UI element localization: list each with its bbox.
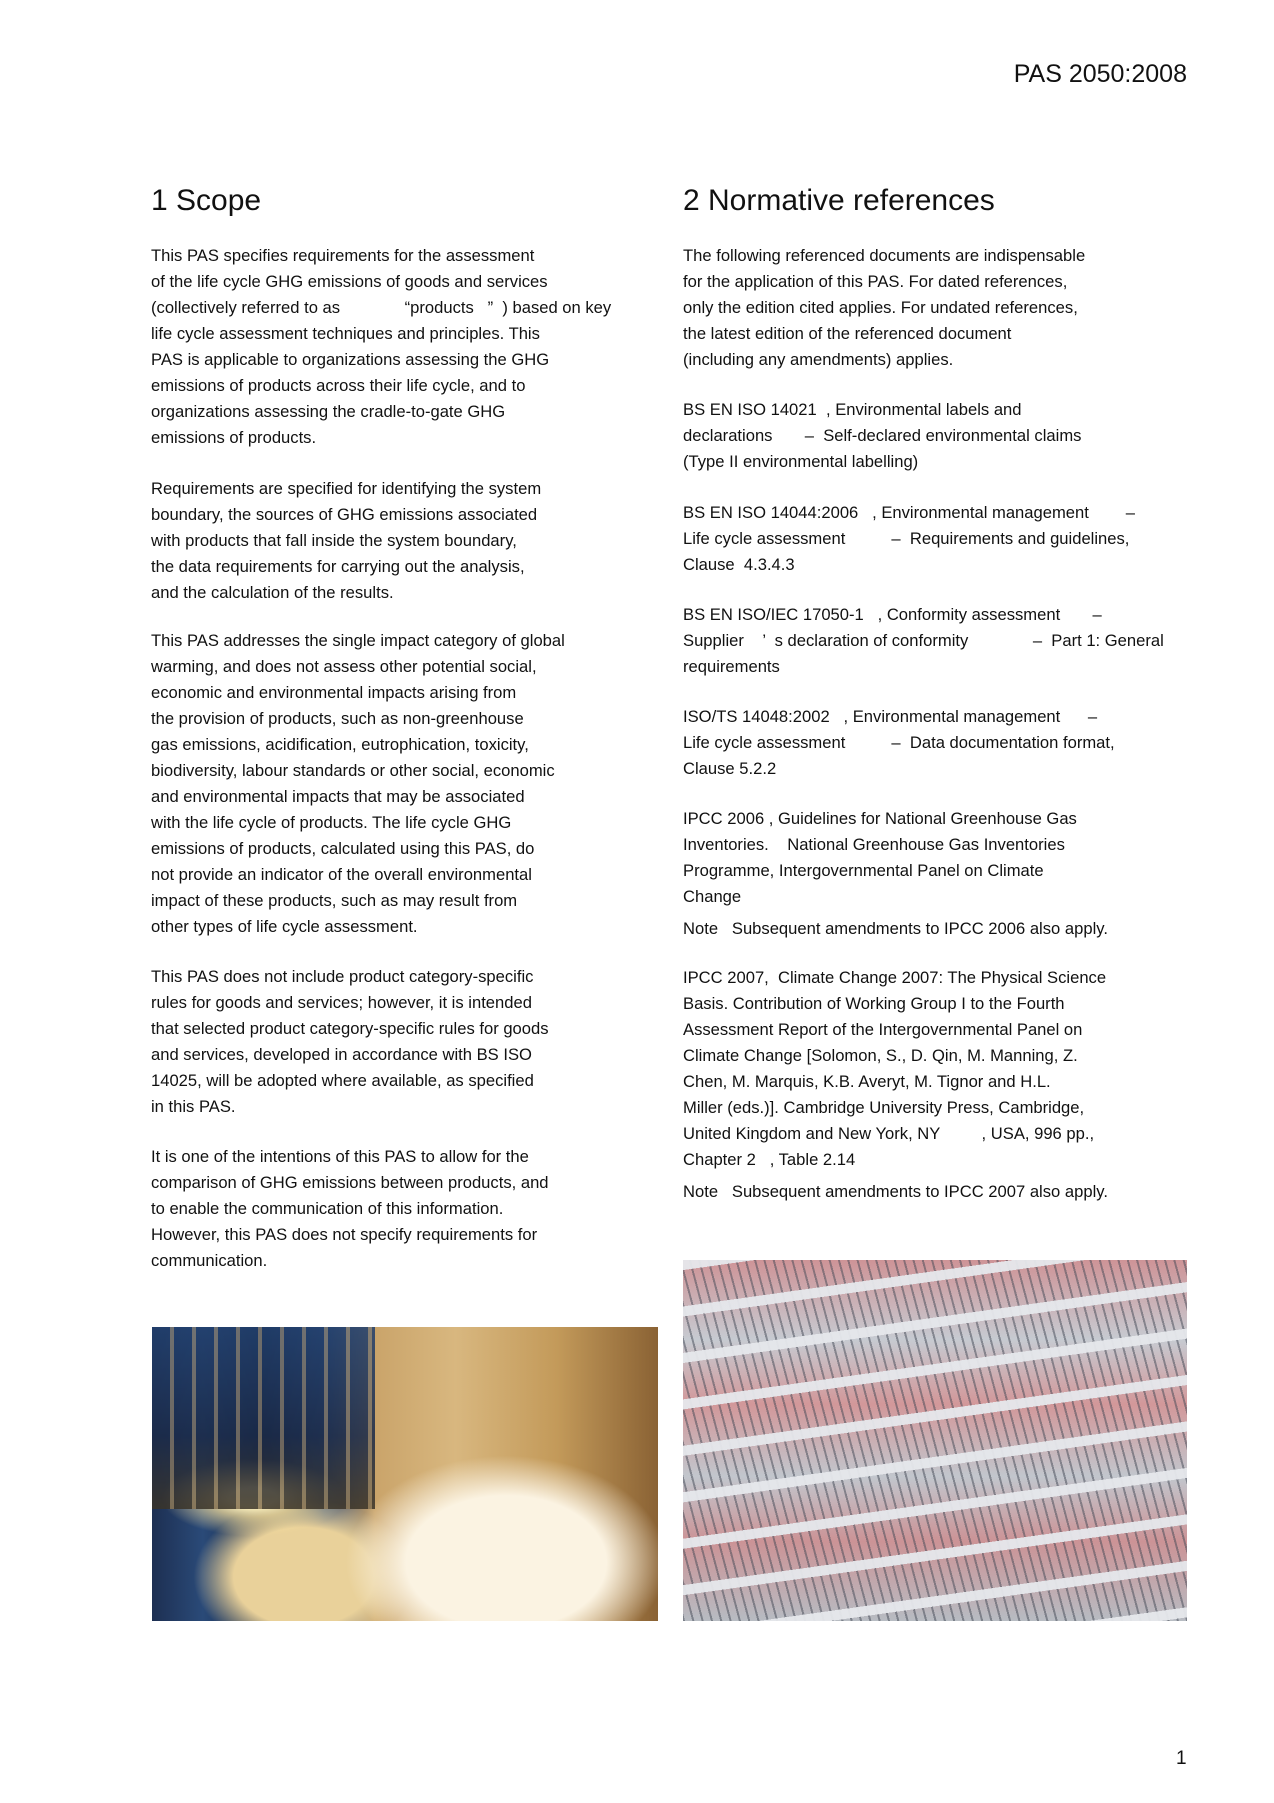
text-line: Supplier ’ s declaration of conformity – Part 1: General — [683, 631, 1164, 650]
references-intro — [683, 243, 1085, 373]
text-line: Basis. Contribution of Working Group I to the Fourth — [683, 994, 1065, 1013]
text-line: Chen, M. Marquis, K.B. Averyt, M. Tignor and H.L. — [683, 1072, 1051, 1091]
page-number: 1 — [1176, 1748, 1187, 1769]
reference-entry — [683, 965, 1106, 1173]
text-line: and services, developed in accordance with BS ISO — [151, 1045, 532, 1064]
hotel-bedroom-image — [152, 1327, 658, 1621]
text-line: biodiversity, labour standards or other social, economic — [151, 761, 555, 780]
text-line: to enable the communication of this information. — [151, 1199, 504, 1218]
text-line: other types of life cycle assessment. — [151, 917, 418, 936]
text-line: Note Subsequent amendments to IPCC 2006 also apply. — [683, 919, 1108, 938]
reference-entry — [683, 500, 1135, 578]
scope-paragraph — [151, 243, 611, 451]
text-line: impact of these products, such as may result from — [151, 891, 518, 910]
text-line: Requirements are specified for identifying the system — [151, 479, 542, 498]
text-line: Clause 4.3.4.3 — [683, 555, 795, 574]
text-line: the provision of products, such as non-greenhouse — [151, 709, 524, 728]
text-line: rules for goods and services; however, it is intended — [151, 993, 532, 1012]
text-line: communication. — [151, 1251, 268, 1270]
text-line: and the calculation of the results. — [151, 583, 394, 602]
reference-entry — [683, 806, 1077, 910]
text-line: ISO/TS 14048:2002 , Environmental management – — [683, 707, 1098, 726]
text-line: (collectively referred to as “products ” ) based on key — [151, 298, 612, 317]
text-line: BS EN ISO/IEC 17050-1 , Conformity assessment – — [683, 605, 1102, 624]
text-line: for the application of this PAS. For dated references, — [683, 272, 1068, 291]
text-line: IPCC 2006 , Guidelines for National Greenhouse Gas — [683, 809, 1077, 828]
scope-paragraph — [151, 964, 549, 1120]
text-line: (including any amendments) applies. — [683, 350, 954, 369]
text-line: gas emissions, acidification, eutrophication, toxicity, — [151, 735, 529, 754]
document-id: PAS 2050:2008 — [1013, 60, 1187, 88]
text-line: Miller (eds.)]. Cambridge University Press, Cambridge, — [683, 1098, 1085, 1117]
scope-paragraph — [151, 628, 565, 940]
reference-note — [683, 916, 1108, 942]
text-line: emissions of products, calculated using this PAS, do — [151, 839, 535, 858]
text-line: Change — [683, 887, 742, 906]
text-line: requirements — [683, 657, 780, 676]
text-line: Chapter 2 , Table 2.14 — [683, 1150, 856, 1169]
text-line: declarations – Self-declared environmental claims — [683, 426, 1082, 445]
text-line: that selected product category-specific rules for goods — [151, 1019, 549, 1038]
text-line: Life cycle assessment – Requirements and guidelines, — [683, 529, 1130, 548]
reference-entry — [683, 397, 1081, 475]
text-line: BS EN ISO 14044:2006 , Environmental management – — [683, 503, 1135, 522]
text-line: warming, and does not assess other potential social, — [151, 657, 537, 676]
text-line: organizations assessing the cradle-to-gate GHG — [151, 402, 506, 421]
text-line: emissions of products across their life cycle, and to — [151, 376, 526, 395]
text-line: life cycle assessment techniques and principles. This — [151, 324, 540, 343]
text-line: the latest edition of the referenced document — [683, 324, 1012, 343]
text-line: (Type II environmental labelling) — [683, 452, 919, 471]
reference-note — [683, 1179, 1108, 1205]
text-line: Inventories. National Greenhouse Gas Inventories — [683, 835, 1065, 854]
text-line: with products that fall inside the system boundary, — [151, 531, 517, 550]
scope-heading: 1 Scope — [151, 184, 262, 217]
text-line: This PAS addresses the single impact category of global — [151, 631, 565, 650]
text-line: IPCC 2007, Climate Change 2007: The Physical Science — [683, 968, 1107, 987]
text-line: It is one of the intentions of this PAS to allow for the — [151, 1147, 529, 1166]
normative-references-heading: 2 Normative references — [683, 184, 995, 217]
scope-paragraph — [151, 1144, 549, 1274]
text-line: economic and environmental impacts arising from — [151, 683, 517, 702]
text-line: Clause 5.2.2 — [683, 759, 777, 778]
text-line: 14025, will be adopted where available, as specified — [151, 1071, 534, 1090]
text-line: comparison of GHG emissions between products, and — [151, 1173, 549, 1192]
text-line: the data requirements for carrying out the analysis, — [151, 557, 525, 576]
text-line: Note Subsequent amendments to IPCC 2007 also apply. — [683, 1182, 1108, 1201]
text-line: boundary, the sources of GHG emissions associated — [151, 505, 538, 524]
text-line: in this PAS. — [151, 1097, 236, 1116]
shopping-trolleys-image — [683, 1260, 1187, 1621]
scope-paragraph — [151, 476, 541, 606]
text-line: This PAS specifies requirements for the assessment — [151, 246, 535, 265]
text-line: Life cycle assessment – Data documentation format, — [683, 733, 1115, 752]
text-line: However, this PAS does not specify requirements for — [151, 1225, 538, 1244]
text-line: of the life cycle GHG emissions of goods and services — [151, 272, 548, 291]
text-line: only the edition cited applies. For undated references, — [683, 298, 1078, 317]
text-line: Climate Change [Solomon, S., D. Qin, M. Manning, Z. — [683, 1046, 1078, 1065]
text-line: Programme, Intergovernmental Panel on Climate — [683, 861, 1044, 880]
text-line: emissions of products. — [151, 428, 317, 447]
text-line: The following referenced documents are indispensable — [683, 246, 1086, 265]
text-line: PAS is applicable to organizations assessing the GHG — [151, 350, 550, 369]
reference-entry — [683, 602, 1164, 680]
reference-entry — [683, 704, 1115, 782]
text-line: not provide an indicator of the overall environmental — [151, 865, 532, 884]
text-line: United Kingdom and New York, NY , USA, 996 pp., — [683, 1124, 1095, 1143]
text-line: This PAS does not include product category-specific — [151, 967, 534, 986]
text-line: BS EN ISO 14021 , Environmental labels and — [683, 400, 1022, 419]
text-line: Assessment Report of the Intergovernmental Panel on — [683, 1020, 1083, 1039]
text-line: with the life cycle of products. The life cycle GHG — [151, 813, 512, 832]
text-line: and environmental impacts that may be associated — [151, 787, 525, 806]
